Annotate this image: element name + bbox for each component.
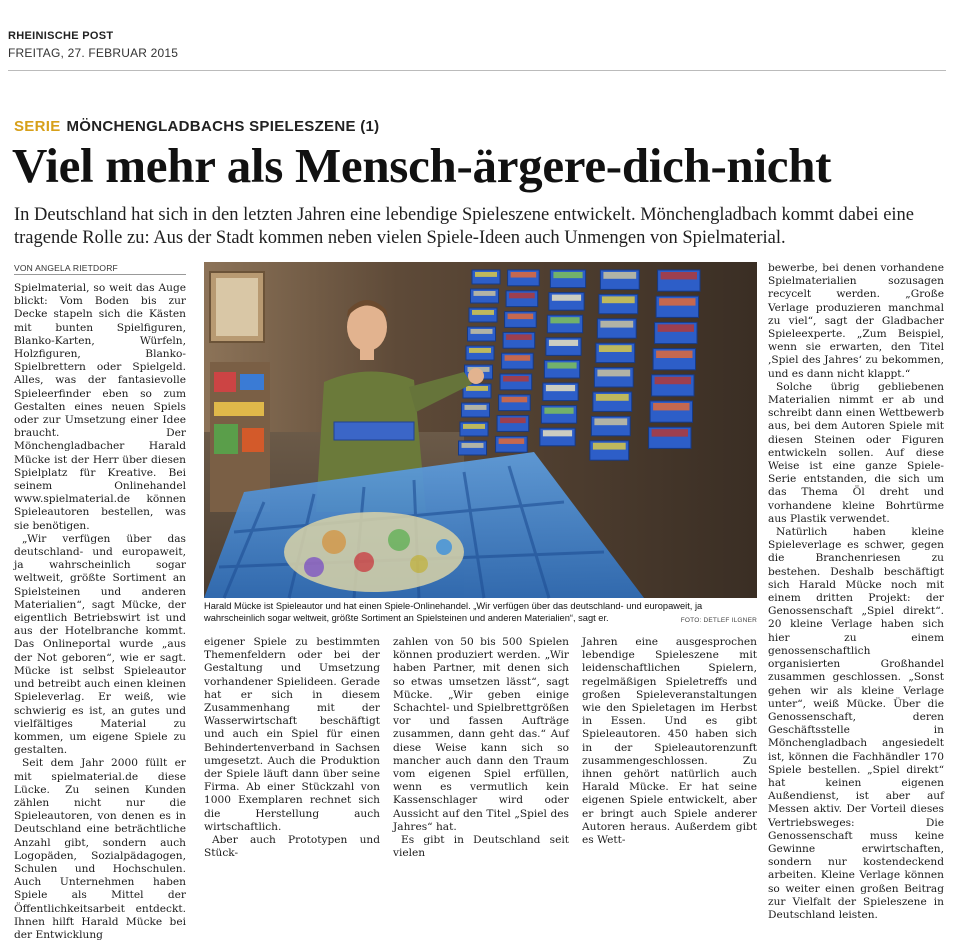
body-paragraph: Spielmaterial, so weit das Auge blickt: Vom Boden bis zur Decke stapeln sich die Kästen mit bunten Spielfiguren, Blanko-Karten, Würfeln, Holzfiguren, Blanko-Spielbrettern oder Spielgeld. Alles, was der fantasievolle Spieleerfinder eben so zum Gestalten eines neuen Spiels oder zur Umsetzung einer Idee braucht. Der Mönchengladbacher Harald Mücke ist der Herr über diesen Spielplatz für Kreative. Bei seinem Onlinehandel www.spielmaterial.de können Spieleautoren bestellen, was sie benötigen.: [14, 282, 186, 532]
photo-caption: [204, 600, 757, 627]
body-paragraph: bewerbe, bei denen vorhandene Spielmaterialien sozusagen recycelt werden. „Große Verlage produzieren manchmal zu viel“, sagt der Gladbacher Spieleexperte. „Zum Beispiel, wenn sie erwarten, den Titel ‚Spiel des Jahres‘ zu bekommen, und es dann nicht klappt.“: [768, 262, 944, 380]
lead-paragraph: In Deutschland hat sich in den letzten Jahren eine lebendige Spieleszene entwickelt. Mönchengladbach kommt dabei eine tragende Rolle zu: Aus der Stadt kommen neben vielen Spiele-Ideen auch Unmengen von Spielmaterial.: [14, 205, 915, 248]
body-column-1: [14, 282, 186, 941]
body-paragraph: zahlen von 50 bis 500 Spielen können produziert werden. „Wir haben Partner, mit denen sich so etwas umsetzen lässt“, sagt Mücke. „Wir geben einige Schachtel- und Spielbrettgrößen vor und fassen Aufträge zusammen, dann geht das.“ Auf diese Weise kann sich so mancher auch dann den Traum vom eigenen Spiel erfüllen, wenn es vermutlich kein Kassenschlager wird oder Aussicht auf den Titel „Spiel des Jahres“ hat.: [393, 636, 569, 833]
body-column-4: [582, 636, 757, 847]
body-paragraph: Natürlich haben kleine Spieleverlage es schwer, gegen die Branchenriesen zu bestehen. Deshalb beschäftigt sich Harald Mücke noch mit einem dritten Projekt: der Genossenschaft „Spiel direkt“. 20 kleine Verlage haben sich hier zu einem genossenschaftlich organisierten Großhandel zusammen geschlossen. „Sonst gehen wir als kleine Verlage unter“, weiß Mücke. Über die Genossenschaft, deren Geschäftsstelle in Mönchengladbach angesiedelt ist, können die Fachhändler 170 Spiele bestellen. „Spiel direkt“ hat keinen eigenen Außendienst, ist aber auf Messen aktiv. Der Vorteil dieses Vertriebsweges: Die Genossenschaft muss keine Gewinne erwirtschaften, sondern nur kostendeckend arbeiten. Kleine Verlage können so weiter einen großen Beitrag zur Vielfalt der Spieleszene in Deutschland leisten.: [768, 526, 944, 921]
body-paragraph: Es gibt in Deutschland seit vielen: [393, 834, 569, 860]
body-column-5: [768, 262, 944, 921]
caption-text: Harald Mücke ist Spieleautor und hat einen Spiele-Onlinehandel. „Wir verfügen über das deutschland- und europaweit, ja wahrscheinlich sogar weltweit, größte Sortiment an Spielsteinen und anderen Materialien“, sagt er.: [204, 601, 703, 623]
body-paragraph: Jahren eine ausgesprochen lebendige Spieleszene mit leidenschaftlichen Spielern, regelmäßigen Spieletreffs und großen Spieleveranstaltungen wie den Spieletagen im Herbst in Essen. Und es gibt Spieleautoren. 450 haben sich in der Spieleautorenzunft zusammengeschlossen. Zu ihnen gehört natürlich auch Harald Mücke. Er hat seine eigenen Spiele entwickelt, aber er bringt auch Spiele anderer Autoren heraus. Außerdem gibt es Wett-: [582, 636, 757, 847]
publication-date: FREITAG, 27. FEBRUAR 2015: [8, 46, 179, 60]
body-paragraph: eigener Spiele zu bestimmten Themenfeldern oder bei der Gestaltung und Umsetzung vorhandener Spielideen. Gerade hat er sich in diesem Zusammenhang mit der Wasserwirtschaft beschäftigt und auch ein Spiel für einen Behindertenverband in Sachsen umgesetzt. Auch die Produktion der Spiele läuft dann über seine Firma. Ab einer Stückzahl von 1000 Exemplaren rechnet sich die Herstellung auch wirtschaftlich.: [204, 636, 380, 833]
kicker: [14, 118, 379, 135]
byline: VON ANGELA RIETDORF: [14, 263, 118, 273]
article-photo: [204, 262, 757, 598]
photo-credit: FOTO: DETLEF ILGNER: [680, 617, 757, 624]
byline-divider: [14, 274, 186, 275]
headline: Viel mehr als Mensch-ärgere-dich-nicht: [12, 138, 832, 193]
paper-name: RHEINISCHE POST: [8, 30, 114, 42]
body-paragraph: Solche übrig gebliebenen Materialien nimmt er ab und schreibt dann einen Wettbewerb aus, bei dem Autoren Spiele mit diesen Steinen oder Figuren entwickeln sollen. Auf diese Weise ist eine ganze Spiele-Serie entstanden, die sich um das Thema Öl dreht und vorhandene kleine Bohrtürme aus Plastik verwendet.: [768, 380, 944, 525]
body-column-3: [393, 636, 569, 860]
kicker-serie-label: SERIE: [14, 118, 61, 135]
body-column-2: [204, 636, 380, 860]
masthead: [8, 30, 178, 60]
body-paragraph: Aber auch Prototypen und Stück-: [204, 834, 380, 860]
body-paragraph: Seit dem Jahr 2000 füllt er mit spielmaterial.de diese Lücke. Zu seinen Kunden zählen nicht nur die Spieleautoren, von denen es in Deutschland eine beträchtliche Anzahl gibt, sondern auch Logopäden, Sozialpädagogen, Schulen und Hochschulen. Auch Unternehmen haben Spiele als Mittel der Öffentlichkeitsarbeit entdeckt. Ihnen hilft Harald Mücke bei der Entwicklung: [14, 757, 186, 941]
kicker-series-title: MÖNCHENGLADBACHS SPIELESZENE (1): [66, 118, 380, 135]
top-divider: [8, 70, 946, 71]
body-paragraph: „Wir verfügen über das deutschland- und europaweit, ja wahrscheinlich sogar weltweit, größte Sortiment an Spielsteinen und anderen Materialien“, sagt Mücke, der eigentlich Betriebswirt ist und aus der Hotelbranche kommt. Das Onlineportal wurde „aus der Not geboren“, wie er sagt. Mücke ist selbst Spieleautor und betreibt auch einen kleinen Spieleverlag. Er weiß, wie schwierig es ist, an gutes und vielfältiges Material zu kommen, um eigene Spiele zu gestalten.: [14, 532, 186, 757]
